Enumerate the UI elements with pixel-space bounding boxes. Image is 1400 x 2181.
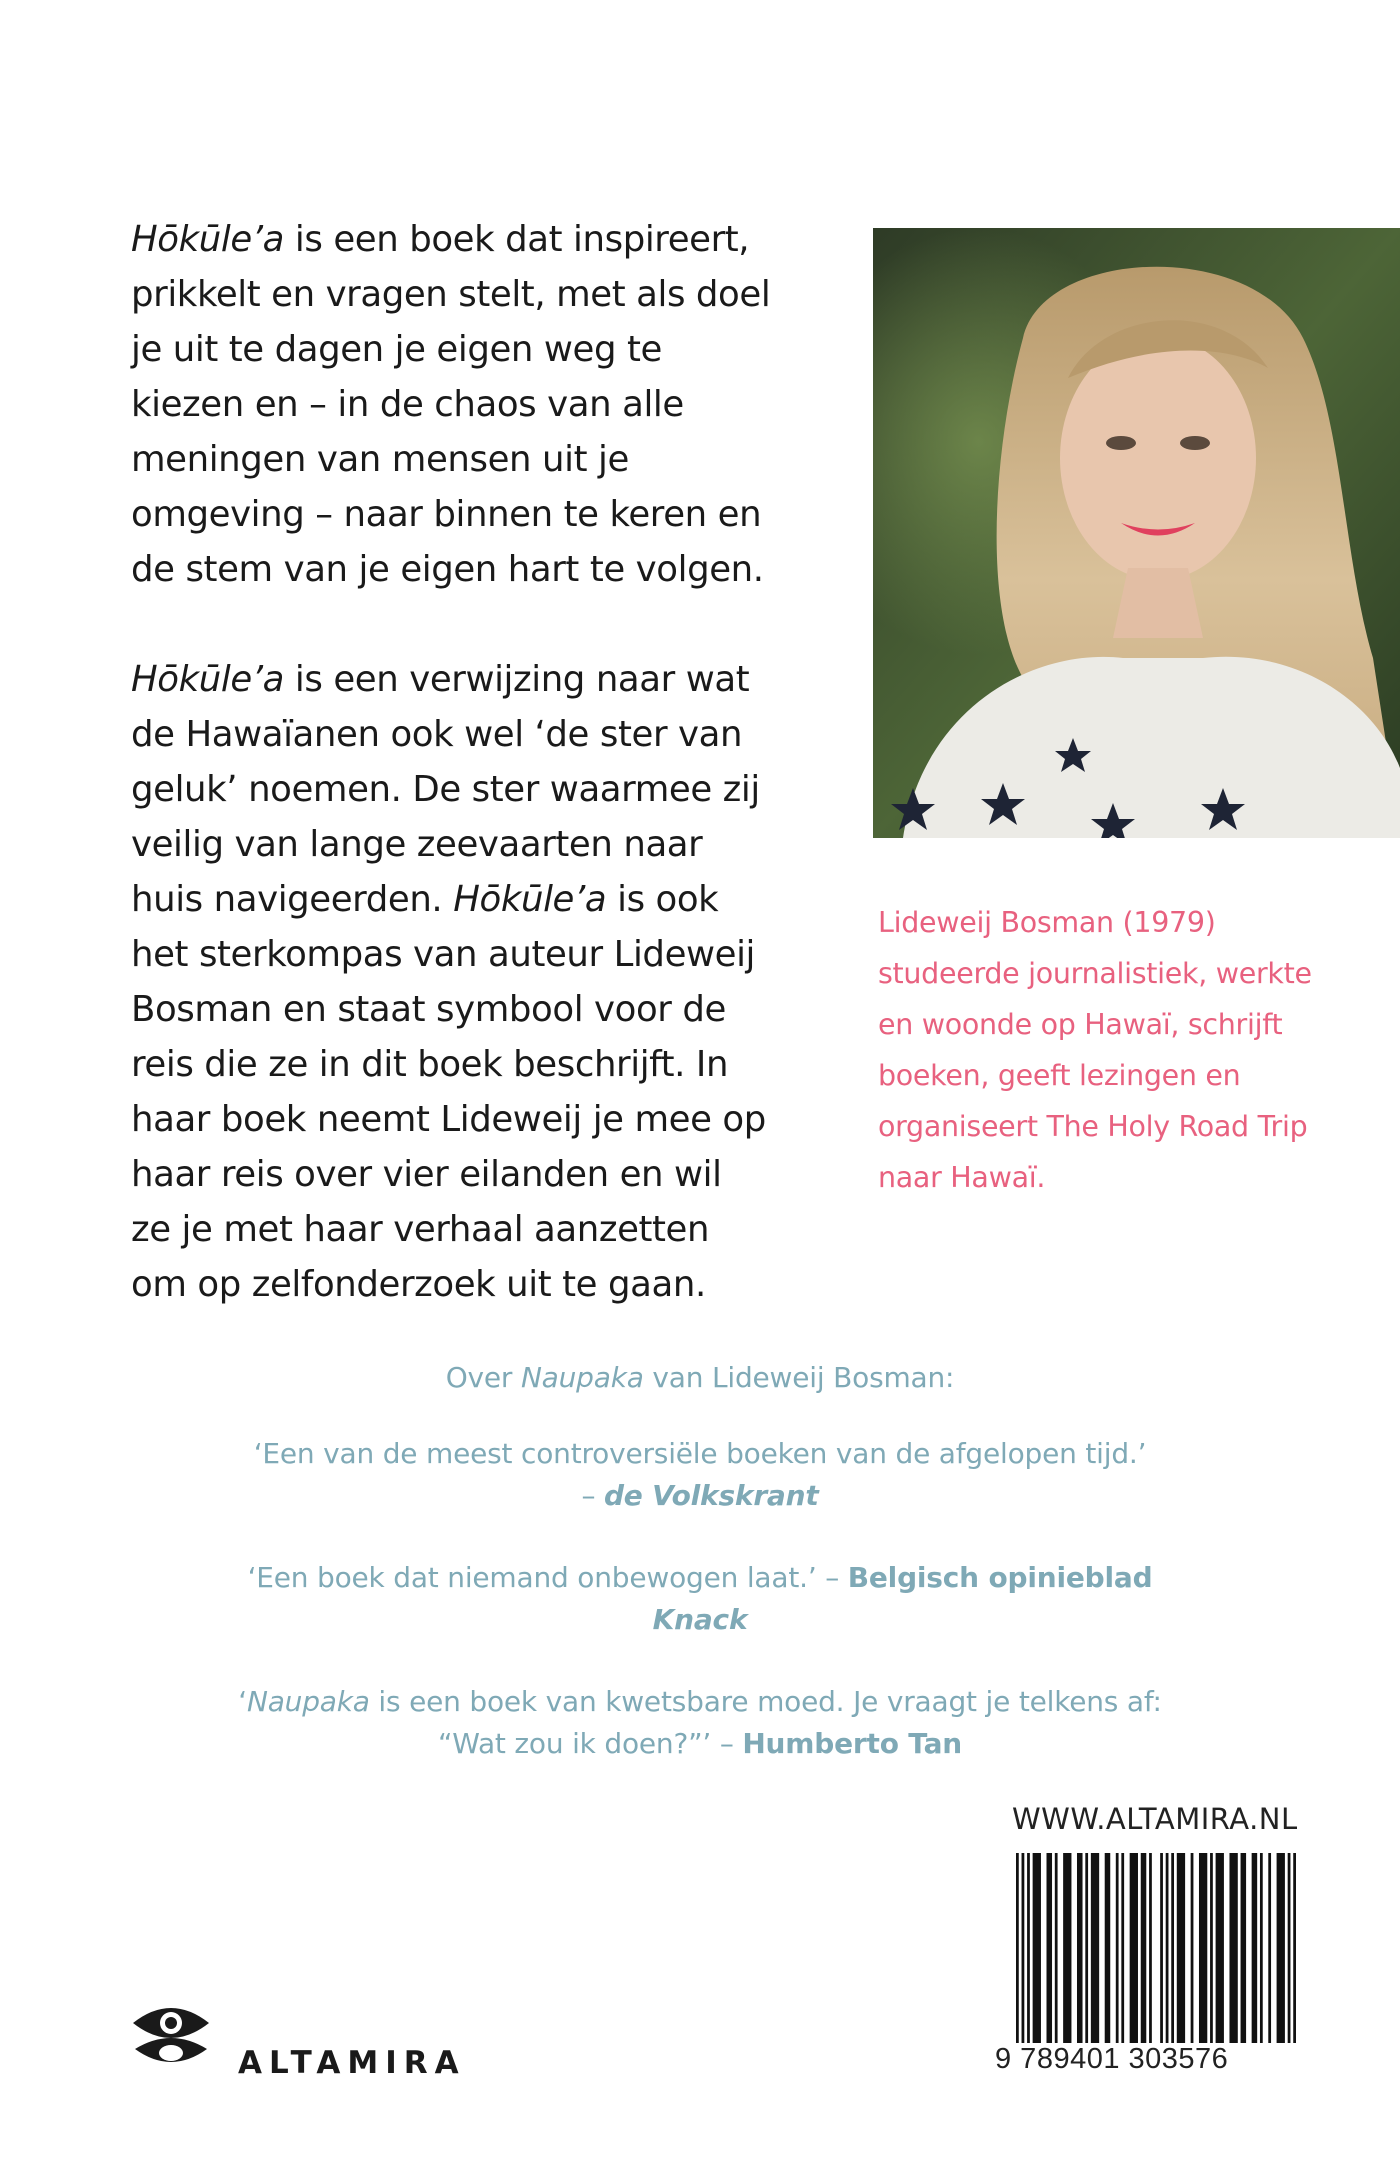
barcode-bar xyxy=(1016,1853,1019,2043)
altamira-eye-logo-icon xyxy=(131,1997,211,2077)
barcode-bar xyxy=(1130,1853,1138,2043)
publisher-name: ALTAMIRA xyxy=(238,2045,466,2081)
barcode-bar xyxy=(1160,1853,1163,2043)
barcode-bar xyxy=(1033,1853,1041,2043)
barcode-bar xyxy=(1268,1853,1271,2043)
author-photo xyxy=(873,228,1400,838)
barcode-bar xyxy=(1085,1853,1088,2043)
barcode-bar xyxy=(1252,1853,1258,2043)
reviews-intro: Over Naupaka van Lideweij Bosman: xyxy=(445,1361,955,1394)
author-bio: Lideweij Bosman (1979) studeerde journalistiek, werkte en woonde op Hawaï, schrijft boeken, geeft lezingen en organiseert The Holy Road Trip naar Hawaï. xyxy=(878,906,1312,1194)
author-portrait-image xyxy=(873,228,1400,838)
barcode-bar xyxy=(1116,1853,1119,2043)
review-quote-3: ‘Naupaka is een boek van kwetsbare moed. Je vraagt je telkens af: xyxy=(238,1685,1162,1718)
barcode-bar xyxy=(1229,1853,1237,2043)
book-title: Hōkūle’a xyxy=(453,879,607,920)
barcode-bar xyxy=(1047,1853,1053,2043)
publisher-website: WWW.ALTAMIRA.NL xyxy=(1012,1802,1298,1836)
barcode-bar xyxy=(1166,1853,1169,2043)
barcode-bar xyxy=(1177,1853,1185,2043)
blurb-paragraph-1: Hōkūle’a is een boek dat inspireert, prikkelt en vragen stelt, met als doel je uit te dagen je eigen weg te kiezen en – in de chaos van alle meningen van mensen uit je omgeving – naar binnen te keren en de stem van je eigen hart te volgen. xyxy=(131,219,771,590)
book-title: Hōkūle’a xyxy=(131,659,285,700)
barcode-bar xyxy=(1077,1853,1083,2043)
barcode-bar xyxy=(1241,1853,1247,2043)
isbn-number: 9 789401 303576 xyxy=(995,2043,1229,2075)
barcode-bar xyxy=(1288,1853,1291,2043)
barcode-bar xyxy=(1191,1853,1194,2043)
barcode-bar xyxy=(1022,1853,1025,2043)
book-title: Hōkūle’a xyxy=(131,219,285,260)
review-quote-1: ‘Een van de meest controversiële boeken van de afgelopen tijd.’ xyxy=(253,1437,1147,1470)
barcode-bar xyxy=(1293,1853,1296,2043)
review-source-3: Humberto Tan xyxy=(742,1727,963,1760)
barcode-bar xyxy=(1216,1853,1224,2043)
review-source-2: Belgisch opinieblad Knack xyxy=(652,1561,1153,1636)
barcode-bar xyxy=(1105,1853,1111,2043)
isbn-barcode xyxy=(1016,1853,1296,2043)
review-quote-3-end: “Wat zou ik doen?”’ – Humberto Tan xyxy=(437,1727,963,1760)
barcode-bar xyxy=(1121,1853,1124,2043)
back-cover-blurb xyxy=(131,212,771,1312)
barcode-bar xyxy=(1063,1853,1071,2043)
barcode-bar xyxy=(1277,1853,1285,2043)
barcode-bar xyxy=(1055,1853,1058,2043)
blurb-paragraph-2: Hōkūle’a is een verwijzing naar wat de Hawaïanen ook wel ‘de ster van geluk’ noemen. De ster waarmee zij veilig van lange zeevaarten naar huis navigeerden. Hōkūle’a is ook het sterkompas van auteur Lideweij Bosman en staat symbool voor de reis die ze in dit boek beschrijft. In haar boek neemt Lideweij je mee op haar reis over vier eilanden en wil ze je met haar verhaal aanzetten om op zelfonderzoek uit te gaan. xyxy=(131,659,766,1305)
barcode-bar xyxy=(1149,1853,1152,2043)
barcode-bar xyxy=(1260,1853,1263,2043)
barcode-bar xyxy=(1210,1853,1213,2043)
reviews-section xyxy=(200,1357,1200,1765)
barcode-bar xyxy=(1091,1853,1099,2043)
barcode-bar xyxy=(1171,1853,1174,2043)
review-quote-2: ‘Een boek dat niemand onbewogen laat.’ – Belgisch opinieblad Knack xyxy=(247,1561,1153,1636)
review-source-1: – de Volkskrant xyxy=(581,1479,819,1512)
barcode-bar xyxy=(1199,1853,1207,2043)
barcode-bar xyxy=(1027,1853,1030,2043)
barcode-bar xyxy=(1141,1853,1147,2043)
